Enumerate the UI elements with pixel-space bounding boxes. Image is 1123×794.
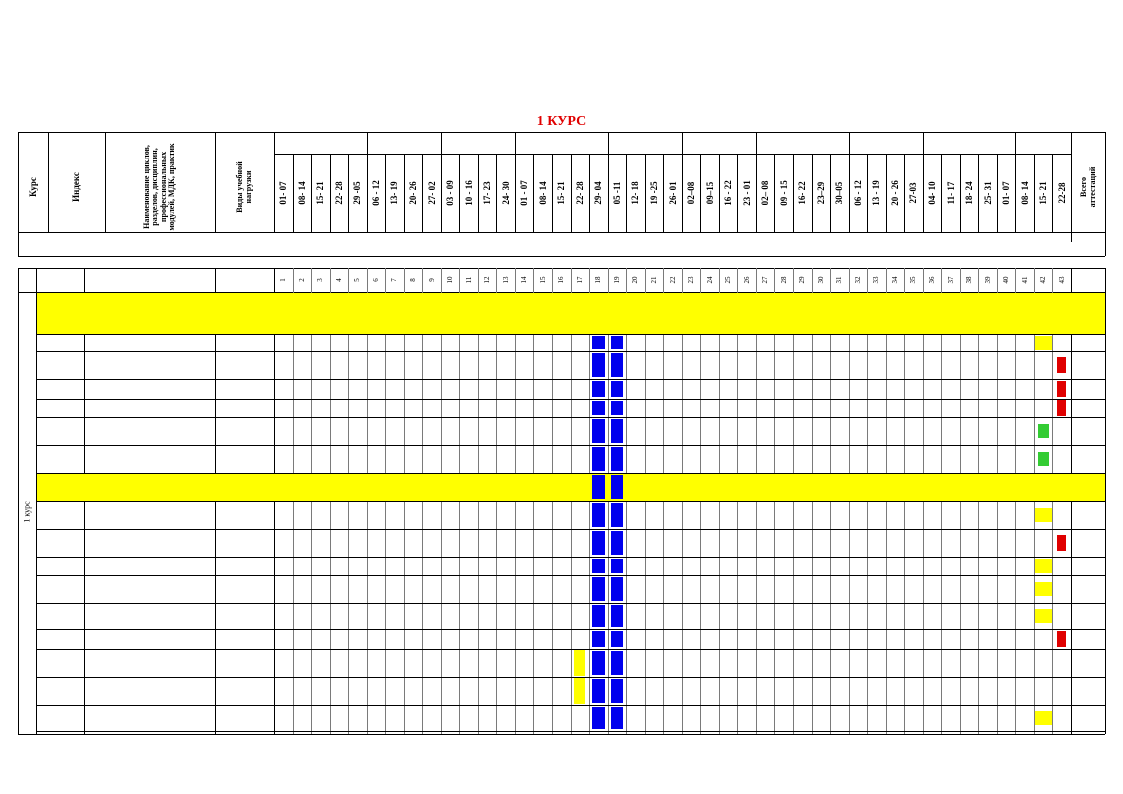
row-load-type [217,445,272,473]
table-bottom-border [18,734,1105,735]
week-number: 30 [816,276,825,284]
week-number: 43 [1057,276,1066,284]
row-name [86,501,213,529]
row-load-type [217,334,272,351]
row-index [38,649,82,677]
week-number: 10 [446,276,455,284]
week-date-label: 22- 28 [333,181,344,205]
week-date-label: 09–15 [704,181,715,205]
week-date-label: 26- 01 [667,181,678,205]
week-number: 3 [316,278,325,282]
holiday-block [592,577,605,601]
week-number: 11 [464,276,473,284]
grid-line [608,132,609,154]
week-number: 36 [927,276,936,284]
week-date-label: 06 - 12 [370,180,381,206]
row-name [86,557,213,575]
grid-line [923,154,924,232]
row-total [1072,629,1104,649]
row-total [1072,501,1104,529]
week-date-label: 08- 14 [296,181,307,205]
grid-line [1034,154,1035,232]
grid-line [18,132,19,256]
grid-line [812,154,813,232]
week-date-label: 11- 17 [945,181,956,205]
week-date-label: 22- 28 [574,181,585,205]
row-name [86,677,213,705]
row-total [1072,417,1104,445]
week-number: 18 [594,276,603,284]
row-total [1072,649,1104,677]
row-name [86,334,213,351]
row-name [86,575,213,603]
grid-line [367,132,368,154]
week-date-label: 06 - 12 [852,180,863,206]
grid-line [960,154,961,232]
grid-line [48,132,49,232]
grid-line [533,154,534,232]
attestation-mark [1035,609,1052,623]
grid-line [571,154,572,232]
holiday-block [611,419,624,443]
row-name [86,399,213,417]
row-load-type [217,351,272,379]
week-date-label: 18- 24 [964,181,975,205]
row-index [38,292,82,334]
row-index [38,379,82,399]
grid-line [756,154,757,232]
week-number: 28 [779,276,788,284]
row-name [86,445,213,473]
week-number: 23 [687,276,696,284]
holiday-block [592,503,605,527]
row-load-type [217,417,272,445]
grid-line [682,154,683,232]
week-number: 33 [872,276,881,284]
holiday-block [592,707,605,729]
week-number: 26 [742,276,751,284]
holiday-block [611,531,624,555]
grid-line [663,154,664,232]
row-name [86,629,213,649]
attestation-mark [1057,631,1066,647]
grid-line [478,154,479,232]
week-date-label: 19 -25 [648,181,659,205]
week-number: 1 [279,278,288,282]
week-number: 29 [798,276,807,284]
row-index [38,575,82,603]
week-date-label: 16- 22 [797,181,808,205]
week-date-label: 29 -05 [352,181,363,205]
row-total [1072,379,1104,399]
row-index [38,557,82,575]
row-name [86,417,213,445]
row-name [86,379,213,399]
row-index [38,629,82,649]
kurs-side-label: 1 курс [22,501,32,523]
row-index [38,705,82,731]
week-date-label: 01- 07 [278,181,289,205]
grid-line [849,132,850,154]
week-number: 16 [557,276,566,284]
index-header: Индекс [71,172,81,202]
row-load-type [217,557,272,575]
grid-line [496,154,497,232]
grid-line [1071,132,1072,242]
grid-line [367,154,368,232]
grid-line [441,154,442,232]
row-total [1072,473,1104,501]
grid-line [645,154,646,232]
week-date-label: 03 - 09 [445,180,456,206]
week-number: 42 [1039,276,1048,284]
week-number: 32 [853,276,862,284]
week-number: 15 [538,276,547,284]
row-index [38,677,82,705]
week-date-label: 13 - 19 [871,180,882,206]
row-load-type [217,473,272,501]
week-date-label: 02– 08 [760,180,771,206]
holiday-block [611,631,624,647]
row-load-type [217,501,272,529]
kurs-header: Курс [28,177,38,197]
holiday-block [592,401,605,415]
week-number: 5 [353,278,362,282]
grid-line [404,154,405,232]
week-date-label: 12- 18 [630,181,641,205]
header-weeks-bottom-border [18,232,1105,233]
row-load-type [217,705,272,731]
row-name [86,351,213,379]
attestation-mark [1038,452,1049,466]
grid-line [311,154,312,232]
row-load-type [217,629,272,649]
week-number: 12 [483,276,492,284]
grid-line [105,132,106,232]
grid-line [849,154,850,232]
week-number: 37 [946,276,955,284]
week-number: 35 [909,276,918,284]
holiday-block [592,419,605,443]
attestation-mark [1057,400,1066,416]
week-date-label: 27-03 [908,182,919,204]
holiday-block [611,336,624,349]
holiday-block [611,679,624,703]
attestation-mark [1035,582,1052,596]
week-date-label: 20 - 26 [889,180,900,206]
week-number: 8 [409,278,417,282]
week-date-label: 02–08 [686,181,697,205]
grid-line [459,154,460,232]
week-date-label: 08- 14 [1019,181,1030,205]
week-number: 38 [965,276,974,284]
month-label [923,133,1016,154]
row-total [1072,334,1104,351]
name-header: Наименование циклов, разделов, дисциплин, профессиональных модулей, МДК, практик [142,143,177,231]
row-name [86,473,213,501]
row-index [38,351,82,379]
grid-line [552,154,553,232]
row-total [1072,705,1104,731]
grid-line [348,154,349,232]
week-number: 9 [427,278,436,282]
week-number: 34 [890,276,899,284]
grid-line [1105,132,1106,256]
week-number: 41 [1020,276,1029,284]
grid-line [737,154,738,232]
grid-line [1105,268,1106,734]
week-date-label: 13- 19 [389,181,400,205]
row-index [38,445,82,473]
week-number: 13 [501,276,510,284]
row-load-type [217,379,272,399]
week-number: 19 [612,276,621,284]
schedule-table [18,132,1105,734]
holiday-block [592,381,605,397]
week-number: 27 [761,276,770,284]
holiday-block [592,559,605,573]
row-name [86,649,213,677]
grid-line [793,154,794,232]
row-load-type [217,677,272,705]
row-total [1072,445,1104,473]
row-total [1072,603,1104,629]
holiday-block [611,559,624,573]
attestation-mark [1035,508,1052,522]
row-name [86,705,213,731]
holiday-block [611,707,624,729]
grid-line [515,132,516,154]
holiday-block [611,381,624,397]
week-number: 20 [631,276,640,284]
week-numbers-caption [18,247,1105,259]
week-number: 14 [520,276,529,284]
week-date-label: 15- 21 [556,181,567,205]
holiday-block [611,577,624,601]
row-total [1072,292,1104,334]
week-date-label: 27- 02 [426,181,437,205]
holiday-block [592,605,605,627]
grid-line [1052,154,1053,232]
row-index [38,417,82,445]
week-date-label: 09 - 15 [778,180,789,206]
row-load-type [217,399,272,417]
row-load-type [217,575,272,603]
grid-line [293,154,294,232]
row-name [86,603,213,629]
week-date-label: 15- 21 [315,181,326,205]
grid-line [626,154,627,232]
grid-line [978,154,979,232]
row-load-type [217,529,272,557]
month-label [274,133,367,154]
holiday-block [592,679,605,703]
week-date-label: 24- 30 [500,181,511,205]
grid-line [756,132,757,154]
row-index [38,473,82,501]
week-number: 22 [668,276,677,284]
grid-line [886,154,887,232]
week-date-label: 23–29 [815,181,826,205]
row-index [38,334,82,351]
holiday-block [611,651,624,675]
week-date-label: 04- 10 [926,181,937,205]
row-total [1072,351,1104,379]
attestation-mark [1035,711,1052,725]
week-date-label: 05 -11 [611,181,622,205]
week-date-label: 01- 07 [1001,181,1012,205]
week-date-label: 15- 21 [1038,181,1049,205]
week-date-label: 25- 31 [982,181,993,205]
holiday-block [611,447,624,471]
month-label [756,133,849,154]
week-number: 4 [334,278,343,282]
attestation-mark [1038,424,1049,438]
grid-line [18,268,19,734]
grid-line [422,154,423,232]
grid-line [700,154,701,232]
grid-line [608,154,609,232]
page-title: 1 КУРС [536,114,587,129]
holiday-block [592,475,605,499]
grid-line [441,132,442,154]
grid-line [774,154,775,232]
grid-line [215,132,216,232]
row-index [38,501,82,529]
row-total [1072,677,1104,705]
grid-line [867,154,868,232]
row-total [1072,529,1104,557]
holiday-block [592,353,605,377]
attestation-mark [1057,381,1066,397]
grid-line [719,154,720,232]
row-total [1072,575,1104,603]
holiday-block [592,531,605,555]
week-number: 21 [649,276,658,284]
grid-line [941,154,942,232]
attestation-mark [1035,336,1052,350]
grid-line [904,154,905,232]
holiday-block [611,605,624,627]
week-date-label: 20- 26 [408,181,418,205]
grid-line [830,154,831,232]
attestation-mark [1057,357,1066,373]
grid-line [1015,132,1016,154]
grid-line [385,154,386,232]
week-date-label: 22-28 [1056,182,1067,204]
week-number: 39 [983,276,992,284]
attestation-mark [574,678,585,704]
vidy-header: Виды учебной нагрузки [235,161,253,213]
month-label [1015,133,1071,154]
row-load-type [217,292,272,334]
week-number: 2 [297,278,306,282]
month-label [367,133,441,154]
grid-line [589,154,590,232]
vsego-header: Всего аттестаций [1079,166,1097,208]
row-name [86,529,213,557]
week-number: 31 [835,276,844,284]
week-number: 7 [390,278,399,282]
week-date-label: 08- 14 [537,181,548,205]
week-date-label: 29- 04 [593,181,604,205]
grid-line [997,154,998,232]
holiday-block [611,401,624,415]
week-number: 6 [371,278,380,282]
month-label [441,133,515,154]
week-date-label: 17- 23 [482,181,493,205]
row-index [38,399,82,417]
month-label [682,133,756,154]
holiday-block [592,651,605,675]
week-number: 17 [575,276,584,284]
week-date-label: 23 - 01 [741,180,752,206]
week-number: 25 [724,276,733,284]
attestation-mark [1057,535,1066,551]
row-total [1072,557,1104,575]
grid-line [682,132,683,154]
row-border [36,731,1105,732]
holiday-block [611,353,624,377]
row-index [38,603,82,629]
week-date-label: 30–05 [834,181,845,205]
grid-line [1015,154,1016,232]
attestation-mark [574,650,585,676]
week-date-label: 16 - 22 [723,180,734,206]
row-name [86,292,213,334]
holiday-block [592,447,605,471]
holiday-block [611,475,624,499]
row-load-type [217,603,272,629]
row-load-type [217,649,272,677]
grid-line [923,132,924,154]
row-index [38,529,82,557]
month-label [849,133,923,154]
holiday-block [592,631,605,647]
grid-line [330,154,331,232]
holiday-block [592,336,605,349]
month-row-border [274,154,1071,155]
week-date-label: 10 - 16 [463,180,474,206]
week-number: 24 [705,276,714,284]
attestation-mark [1035,559,1052,573]
row-total [1072,399,1104,417]
holiday-block [611,503,624,527]
month-label [608,133,682,154]
week-number: 40 [1002,276,1011,284]
month-label [515,133,608,154]
grid-line [515,154,516,232]
week-date-label: 01 - 07 [519,180,530,206]
